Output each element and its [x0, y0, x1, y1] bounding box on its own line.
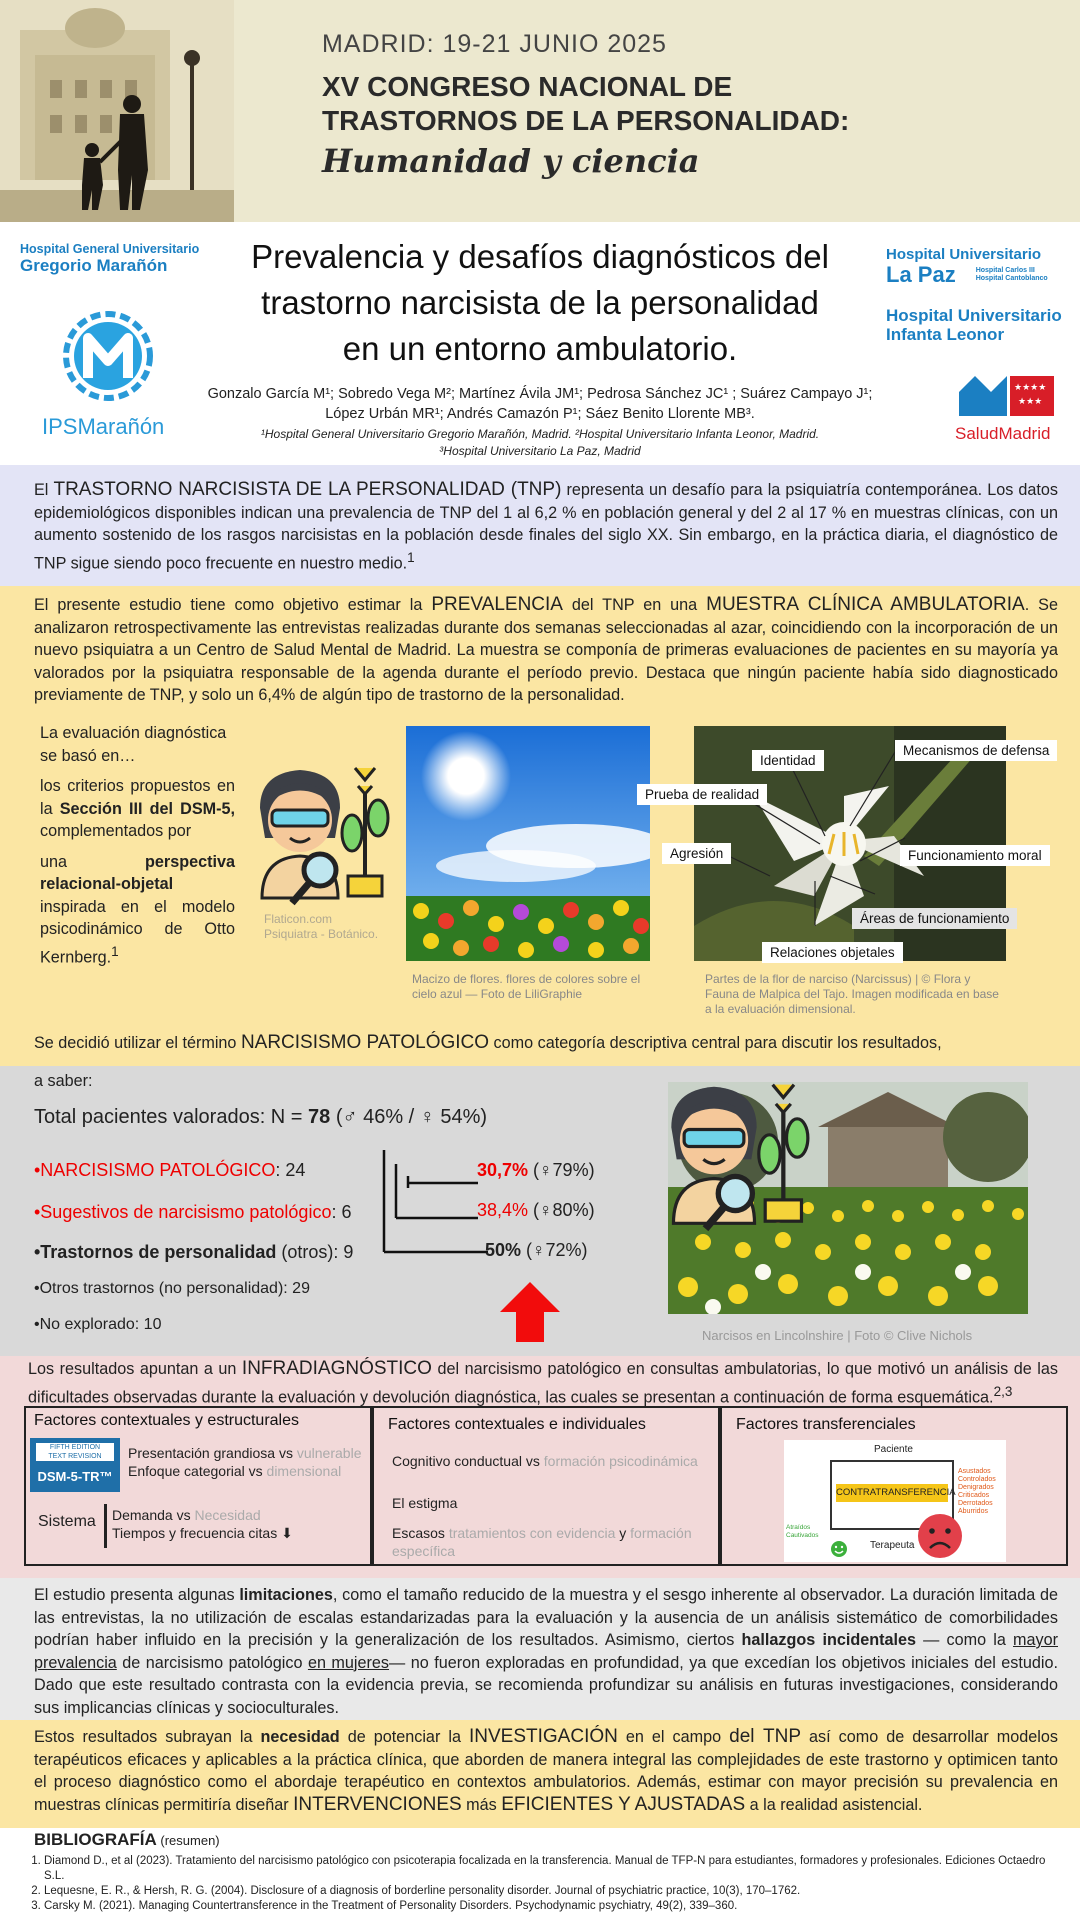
b2-i1b: formación psicodinámica	[543, 1453, 698, 1469]
poster-title-line2: trastorno narcisista de la personalidad	[261, 284, 819, 321]
flaticon-credit	[264, 912, 378, 942]
methods-muestra: MUESTRA CLÍNICA AMBULATORIA	[706, 594, 1025, 615]
box1-item1	[128, 1444, 361, 1462]
factors-transferential-box	[720, 1406, 1068, 1566]
infanta-logo-line2: Infanta Leonor	[886, 325, 1005, 344]
box1-item2	[128, 1462, 341, 1480]
affil-line2: ³Hospital Universitario La Paz, Madrid	[439, 444, 641, 458]
pct-sug-value: 38,4%	[477, 1200, 529, 1220]
la-paz-sub1: Hospital Carlos III	[975, 267, 1035, 274]
methods-text-e: . Se analizaron retrospectivamente las entrevistas realizadas durante dos semanas seleccionadas al azar, coincidiendo con la incorporación de un nuevo psiquiatra a un Centro de Salud Mental de Madrid. La muestra se componía de primeras evaluaciones de pacientes en su mayoría ya valorados por la psiquiatra responsable de la agenda durante el período previo. Destaca que ningún paciente había sido diagnosticado previamente de TNP, y solo un 6,4% de algún tipo de trastorno de la personalidad.	[34, 596, 1058, 704]
diagram-negative-list: Asustados Controlados Denigrados Criticados Derrotados Aburridos	[958, 1468, 996, 1515]
factors-individual-box	[372, 1406, 720, 1566]
happy-face-icon	[830, 1540, 848, 1563]
congress-title-line1: XV CONGRESO NACIONAL DE	[322, 71, 733, 102]
limitations-paragraph	[34, 1584, 1058, 1719]
pct-tp-value: 50%	[485, 1240, 522, 1260]
eval-ref: 1	[111, 943, 119, 959]
dsm-title: DSM-5-TR™	[37, 1469, 113, 1484]
dsm-revision: TEXT REVISION	[48, 1453, 102, 1460]
decision-a: Se decidió utilizar el término	[34, 1034, 241, 1052]
eval-b1: los criterios propuestos en la	[40, 777, 235, 818]
sistema-label: Sistema	[38, 1513, 96, 1530]
conc-g: así como de desarrollar modelos terapéuticos eficaces y aplicables a la práctica clínica, que aborden de manera integral las complejidades de este trastorno y optimicen tanto el proceso diagnóstico como el abordaje terapéutico en contextos ambulatorios. Además, estimar con mayor precisión su prevalencia en muestras clínicas permitiría diseñar	[34, 1728, 1058, 1814]
header-illustration	[0, 0, 234, 222]
salud-madrid-logo-text: SaludMadrid	[955, 424, 1051, 443]
box1-item4: Tiempos y frecuencia citas ⬇	[112, 1525, 293, 1541]
box3-title: Factores transferenciales	[736, 1416, 916, 1433]
svg-text:★★★★: ★★★★	[1014, 383, 1047, 393]
results-np	[34, 1160, 305, 1181]
diagram-paciente: Paciente	[874, 1444, 913, 1455]
pct-sug-female: (♀80%)	[528, 1200, 595, 1220]
eval-c2: perspectiva relacional-objetal	[40, 852, 235, 893]
infanta-logo-line1: Hospital Universitario	[886, 306, 1062, 325]
psychiatrist-botanist-icon	[240, 758, 390, 908]
lim-limitaciones: limitaciones	[239, 1586, 333, 1604]
box2-title: Factores contextuales e individuales	[388, 1416, 646, 1433]
box1-item3	[112, 1506, 261, 1524]
conc-a: Estos resultados subrayan la	[34, 1728, 261, 1746]
congress-title-line2: TRASTORNOS DE LA PERSONALIDAD:	[322, 105, 850, 136]
dsm5tr-cover	[30, 1438, 120, 1492]
disc-infradiagnostico: INFRADIAGNÓSTICO	[241, 1358, 432, 1379]
b1-i3a: Demanda vs	[112, 1507, 195, 1523]
disc-a: Los resultados apuntan a un	[28, 1360, 242, 1378]
label-prueba-realidad: Prueba de realidad	[637, 784, 767, 805]
eval-dsm	[40, 775, 235, 843]
conc-investigacion: INVESTIGACIÓN	[469, 1726, 618, 1747]
conc-i: más	[461, 1795, 502, 1814]
congress-title	[322, 70, 849, 138]
box1-title: Factores contextuales y estructurales	[34, 1412, 300, 1429]
sad-face-icon	[916, 1512, 964, 1565]
eval-b3: complementados por	[40, 822, 192, 840]
ips-maranon-logo-text: IPSMarañón	[42, 414, 165, 439]
conc-del-tnp: del TNP	[729, 1726, 801, 1747]
salud-madrid-logo-mark	[955, 372, 1057, 420]
limitations-section	[0, 1578, 1080, 1720]
psychiatrist-botanist-icon-2	[650, 1074, 810, 1234]
b1-i1a: Presentación grandiosa vs	[128, 1445, 297, 1461]
pct-tp-female: (♀72%)	[521, 1240, 588, 1260]
box2-item2: El estigma	[392, 1495, 458, 1511]
up-arrow-icon	[498, 1280, 562, 1349]
authors-line1: Gonzalo García M¹; Sobredo Vega M²; Martínez Ávila JM¹; Pedrosa Sánchez JC¹ ; Suárez Campayo J¹;	[207, 386, 873, 402]
discussion-paragraph	[28, 1358, 1058, 1408]
pct-tp	[485, 1240, 588, 1261]
decision-c: como categoría descriptiva central para discutir los resultados,	[489, 1034, 942, 1052]
bibliography-section	[0, 1828, 1080, 1920]
bib-title: BIBLIOGRAFÍA	[34, 1830, 157, 1849]
lim-mayor-prevalencia: mayor prevalencia	[34, 1631, 1058, 1672]
bib-subtitle: (resumen)	[156, 1833, 220, 1848]
intro-section	[0, 465, 1080, 587]
dsm-edition: FIFTH EDITION	[49, 1444, 101, 1451]
eval-b2: Sección III del DSM-5,	[59, 799, 235, 818]
bibliography-title	[34, 1830, 220, 1850]
label-relaciones-objetales: Relaciones objetales	[762, 942, 903, 963]
conc-necesidad: necesidad	[260, 1728, 340, 1746]
b1-i1b: vulnerable	[296, 1445, 362, 1461]
diagram-terapeuta: Terapeuta	[870, 1540, 915, 1551]
b2-i3b: tratamientos con evidencia	[448, 1525, 616, 1541]
b2-i3a: Escasos	[392, 1525, 449, 1541]
la-paz-sub2: Hospital Cantoblanco	[975, 275, 1048, 282]
daffodil-photo-caption: Narcisos en Lincolnshire | Foto © Clive Nichols	[702, 1328, 973, 1343]
affil-line1: ¹Hospital General Universitario Gregorio Marañón, Madrid. ²Hospital Universitario Infanta Leonor, Madrid.	[260, 427, 820, 441]
factors-structural-box	[24, 1406, 372, 1566]
conc-k: a la realidad asistencial.	[745, 1795, 923, 1814]
ips-maranon-logo-mark	[58, 306, 158, 406]
congress-subtitle: Humanidad y ciencia	[322, 142, 700, 180]
methods-paragraph	[34, 594, 1058, 707]
pct-np-value: 30,7%	[477, 1160, 529, 1180]
pct-np	[477, 1160, 595, 1181]
evaluation-text	[40, 722, 235, 968]
poster-title	[220, 234, 860, 372]
total-label: Total pacientes valorados: N =	[34, 1106, 309, 1128]
infanta-leonor-logo	[886, 306, 1062, 344]
flaticon-credit-1: Flaticon.com	[264, 912, 333, 926]
tp-value: (otros): 9	[276, 1242, 354, 1262]
gm-logo-line1: Hospital General Universitario	[20, 242, 200, 256]
lim-c: , como el tamaño reducido de la muestra y el sesgo inherente al observador. La duración limitada de las entrevistas, la no utilización de escalas estandarizadas para la evaluación y la ausencia de un análisis sistemático de comorbilidades podrían haber influido en la precisión y la generalización de los resultados. Asimismo, ciertos	[34, 1586, 1059, 1649]
la-paz-logo	[886, 246, 1048, 287]
label-agresion: Agresión	[662, 843, 731, 864]
discussion-section	[0, 1356, 1080, 1578]
b2-i3d: formación específica	[392, 1525, 692, 1559]
sug-value: : 6	[331, 1202, 352, 1222]
eval-kernberg	[40, 851, 235, 969]
countertransference-diagram	[784, 1440, 1006, 1562]
flowers-sky-photo	[406, 726, 650, 961]
b1-i2b: dimensional	[266, 1463, 342, 1479]
results-a-saber: a saber:	[34, 1072, 93, 1090]
decision-paragraph	[34, 1032, 1058, 1055]
methods-section	[0, 586, 1080, 1066]
poster-title-line3: en un entorno ambulatorio.	[342, 330, 738, 367]
total-sex: (♂ 46% / ♀ 54%)	[330, 1106, 488, 1128]
sistema-divider	[104, 1504, 107, 1548]
intro-text-a: El	[34, 481, 54, 499]
eval-c1: una	[40, 852, 146, 871]
congress-date: MADRID: 19-21 JUNIO 2025	[322, 30, 667, 58]
gm-logo-line2: Gregorio Marañón	[20, 256, 168, 275]
diagram-contratransferencia: CONTRATRANSFERENCIA	[836, 1484, 948, 1502]
bib-item: 1. Diamond D., et al (2023). Tratamiento del narcisismo patológico con psicoterapia focalizada en la transferencia. Manual de TFP-N para estudiantes, formadores y profesionales. Ediciones Octaedro S.L.	[44, 1854, 1058, 1884]
results-tp	[34, 1242, 353, 1263]
lim-a: El estudio presenta algunas	[34, 1586, 240, 1604]
disc-c: del narcisismo patológico en consultas ambulatorias, lo que motivó un análisis de las dificultades observadas durante la evaluación y devolución diagnóstica, las cuales se presentan a continuación de forma esquemática.	[28, 1360, 1059, 1406]
methods-prevalencia: PREVALENCIA	[431, 594, 563, 615]
la-paz-logo-line2: La Paz	[886, 262, 956, 287]
pct-np-female: (♀79%)	[528, 1160, 595, 1180]
label-funcionamiento-moral: Funcionamiento moral	[900, 845, 1050, 866]
gregorio-maranon-logo	[20, 242, 199, 276]
b1-i3b: Necesidad	[194, 1507, 261, 1523]
lim-e: — como la	[916, 1631, 1014, 1649]
sug-label: •Sugestivos de narcisismo patológico	[34, 1202, 332, 1222]
intro-ref: 1	[407, 549, 415, 565]
la-paz-logo-line1: Hospital Universitario	[886, 246, 1042, 263]
methods-text-c: del TNP en una	[562, 596, 707, 614]
diagram-positive-list: Atraídos Cautivados	[786, 1524, 819, 1539]
eval-c3: inspirada en el modelo psicodinámico de Otto Kernberg.	[40, 897, 235, 966]
tp-label: •Trastornos de personalidad	[34, 1242, 277, 1262]
intro-tnp-term: TRASTORNO NARCISISTA DE LA PERSONALIDAD (TNP)	[53, 479, 562, 500]
svg-text:★★★: ★★★	[1018, 397, 1043, 407]
np-label: •NARCISISMO PATOLÓGICO	[34, 1160, 276, 1180]
b1-i2a: Enfoque categorial vs	[128, 1463, 267, 1479]
b2-i3c: y	[615, 1525, 631, 1541]
results-no-explorado: •No explorado: 10	[34, 1316, 162, 1333]
methods-text-a: El presente estudio tiene como objetivo estimar la	[34, 596, 432, 614]
bib-item: 3. Carsky M. (2021). Managing Countertransference in the Treatment of Personality Disorders. Psychodynamic psychiatry, 49(2), 339–360.	[44, 1899, 1058, 1914]
disc-ref: 2,3	[993, 1383, 1013, 1399]
affiliations	[160, 426, 920, 460]
intro-paragraph	[34, 479, 1058, 574]
authors	[160, 384, 920, 424]
narcissus-photo-caption: Partes de la flor de narciso (Narcissus) | © Flora y Fauna de Malpica del Tajo. Imagen modificada en base a la evaluación dimensional.	[705, 972, 999, 1016]
box2-item3	[392, 1524, 692, 1560]
flaticon-credit-2: Psiquiatra - Botánico.	[264, 927, 379, 941]
flowers-photo-caption: Macizo de flores. flores de colores sobre el cielo azul — Foto de LiliGraphie	[412, 972, 641, 1001]
intro-text-c: representa un desafío para la psiquiatría contemporánea. Los datos epidemiológicos disponibles indican una prevalencia de TNP del 1 al 6,2 % en población general y del 2 al 17 % en muestras clínicas, con un aumento sostenido de los rasgos narcisistas en la población desde finales del siglo XX. Sin embargo, en la práctica diaria, el diagnóstico de TNP sigue siendo poco frecuente en nuestro medio.	[34, 481, 1058, 572]
bibliography-list	[24, 1854, 1058, 1914]
results-total	[34, 1106, 487, 1129]
total-n: 78	[308, 1106, 331, 1128]
bib-item: 2. Lequesne, E. R., & Hersh, R. G. (2004). Disclosure of a diagnosis of borderline personality disorder. Journal of psychiatric practice, 10(3), 170–1762.	[44, 1884, 1058, 1899]
decision-term: NARCISISMO PATOLÓGICO	[240, 1032, 490, 1053]
results-sugestivos	[34, 1202, 351, 1223]
label-identidad: Identidad	[752, 750, 824, 771]
lim-hallazgos: hallazgos incidentales	[741, 1631, 917, 1649]
eval-intro: La evaluación diagnóstica se basó en…	[40, 724, 227, 765]
conc-eficientes: EFICIENTES Y AJUSTADAS	[501, 1793, 746, 1815]
np-value: : 24	[275, 1160, 306, 1180]
pct-sug	[477, 1200, 595, 1221]
conc-intervenciones: INTERVENCIONES	[293, 1793, 462, 1815]
lim-i: — no fueron exploradas en profundidad, ya que excedían los objetivos iniciales del estudio. Dado que este resultado contrasta con la evidencia previa, se recomienda profundizar su análisis en futuras investigaciones, considerando sus implicancias clínicas y socioculturales.	[34, 1653, 1058, 1717]
conclusion-paragraph	[34, 1726, 1058, 1816]
lim-en-mujeres: en mujeres	[307, 1653, 390, 1672]
results-otros: •Otros trastornos (no personalidad): 29	[34, 1280, 310, 1297]
authors-line2: López Urbán MR¹; Andrés Camazón P¹; Sáez Benito Llorente MB³.	[325, 406, 755, 422]
lim-g: de narcisismo patológico	[116, 1653, 308, 1672]
results-section	[0, 1066, 1080, 1356]
label-mecanismos-defensa: Mecanismos de defensa	[895, 740, 1057, 761]
conc-e: en el campo	[617, 1728, 730, 1746]
label-areas-funcionamiento: Áreas de funcionamiento	[852, 908, 1017, 929]
box2-item1	[392, 1452, 698, 1470]
conc-c: de potenciar la	[339, 1728, 469, 1746]
b2-i1a: Cognitivo conductual vs	[392, 1453, 544, 1469]
conclusion-section	[0, 1720, 1080, 1828]
poster-title-line1: Prevalencia y desafíos diagnósticos del	[251, 238, 829, 275]
